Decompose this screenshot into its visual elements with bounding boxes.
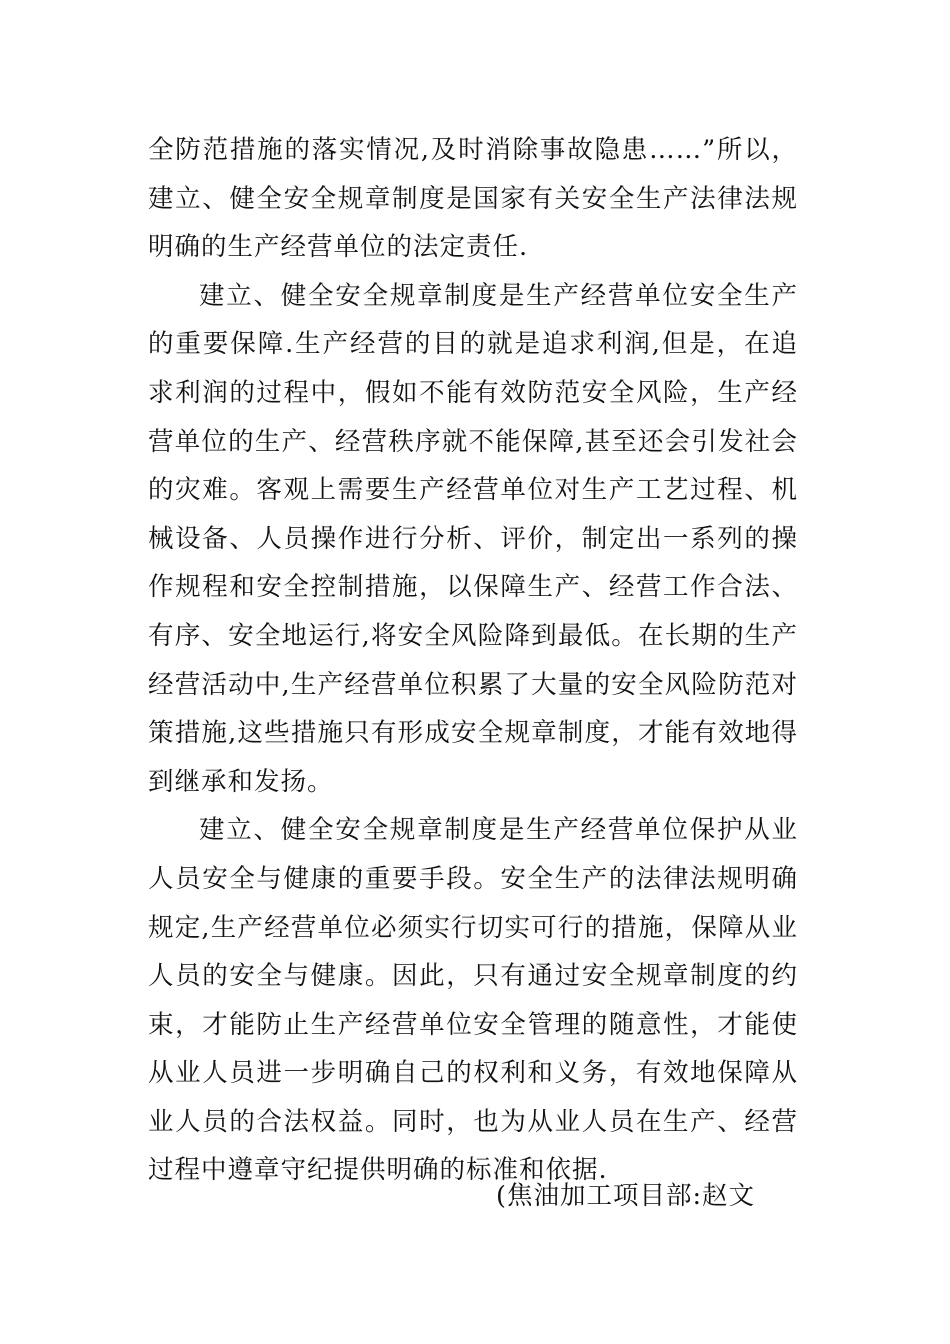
paragraph-safety-guarantee: 建立、健全安全规章制度是生产经营单位安全生产的重要保障.生产经营的目的就是追求利润,但是，在追求利润的过程中，假如不能有效防范安全风险，生产经营单位的生产、经营秩序就不能保障,甚至还会引发社会的灾难。客观上需要生产经营单位对生产工艺过程、机械设备、人员操作进行分析、评价，制定出一系列的操作规程和安全控制措施，以保障生产、经营工作合法、有序、安全地运行,将安全风险降到最低。在长期的生产经营活动中,生产经营单位积累了大量的安全风险防范对策措施,这些措施只有形成安全规章制度，才能有效地得到继承和发扬。 [148, 280, 798, 797]
author-signature: (焦油加工项目部:赵文 [496, 1181, 756, 1211]
paragraph-worker-protection: 建立、健全安全规章制度是生产经营单位保护从业人员安全与健康的重要手段。安全生产的法律法规明确规定,生产经营单位必须实行切实可行的措施，保障从业人员的安全与健康。因此，只有通过安全规章制度的约束，才能防止生产经营单位安全管理的随意性，才能使从业人员进一步明确自己的权利和义务，有效地保障从业人员的合法权益。同时，也为从业人员在生产、经营过程中遵章守纪提供明确的标准和依据. [148, 815, 798, 1186]
body-text [148, 126, 798, 1195]
paragraph-continuation: 全防范措施的落实情况,及时消除事故隐患……”所以，建立、健全安全规章制度是国家有关安全生产法律法规明确的生产经营单位的法定责任. [148, 135, 798, 263]
